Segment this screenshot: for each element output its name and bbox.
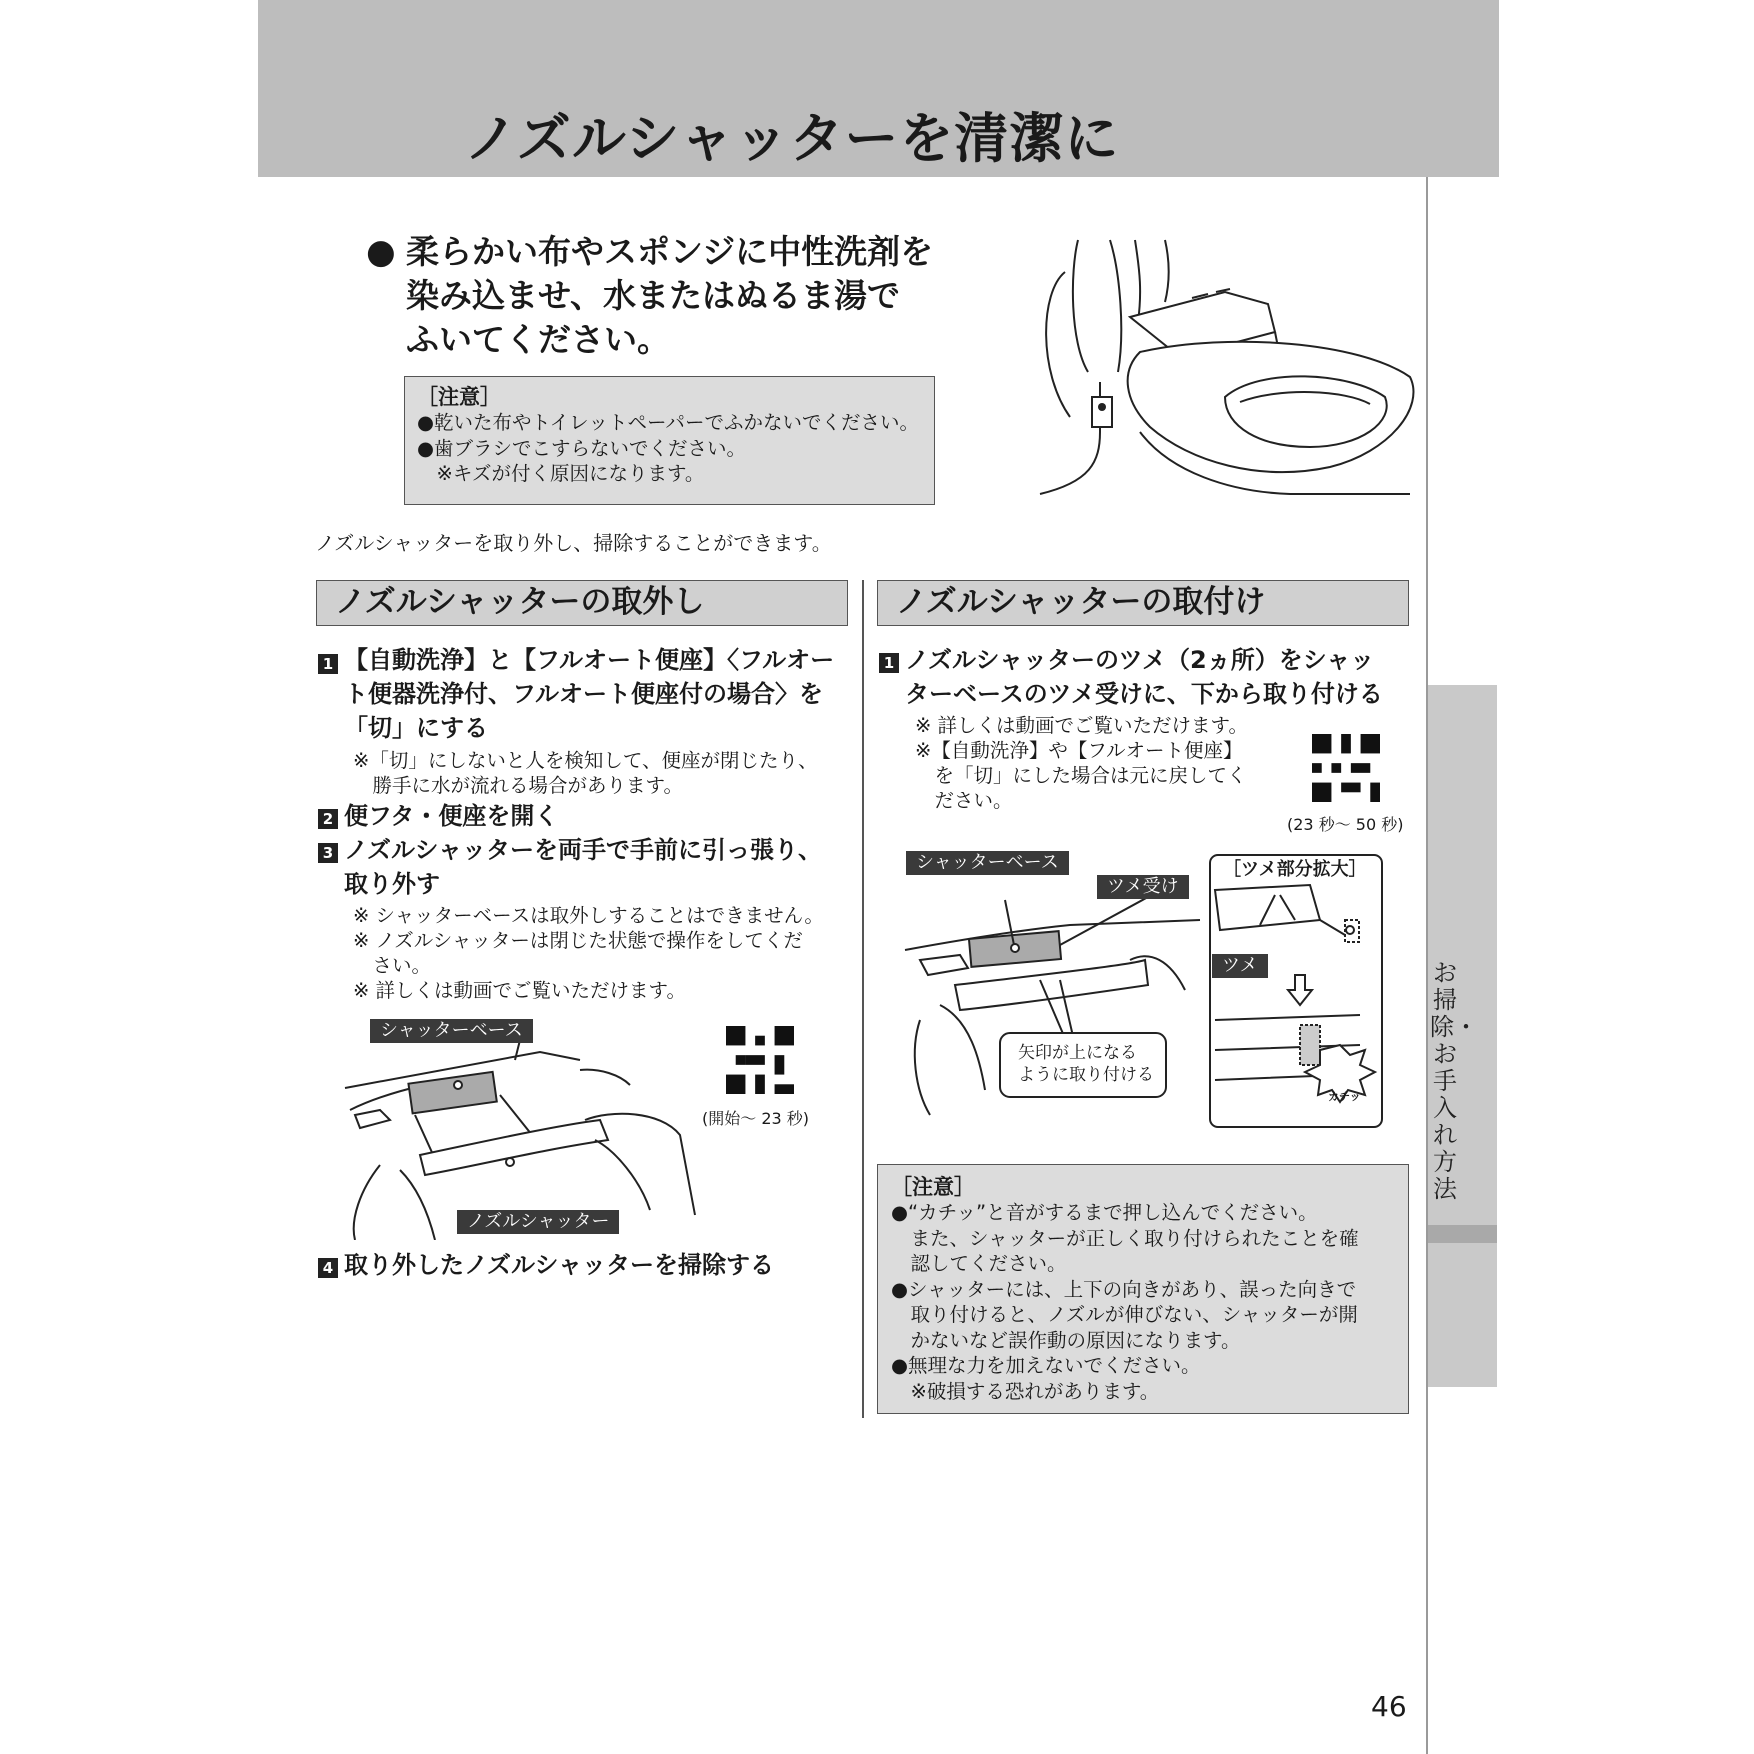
page-number: 46 — [1371, 1690, 1407, 1723]
note-line: ださい。 — [915, 789, 1013, 812]
step-line: 便フタ・便座を開く — [344, 802, 559, 830]
attach-step-1-notes — [915, 713, 1295, 813]
removal-step-2 — [344, 799, 854, 833]
caution-line: ●歯ブラシでこすらないでください。 — [417, 436, 747, 460]
step-line: 【自動洗浄】と【フルオート便座】〈フルオー — [344, 646, 835, 674]
step-number-badge: 2 — [318, 809, 338, 829]
caution-title: ［注意］ — [417, 385, 501, 409]
arrow-note-line: 矢印が上になる — [1018, 1043, 1137, 1063]
caution-line: ※破損する恐れがあります。 — [891, 1379, 1160, 1403]
chapter-tab-strip — [1428, 1225, 1497, 1243]
caution-box-attach — [877, 1164, 1409, 1414]
note-line: ※ 詳しくは動画でご覧いただけます。 — [353, 979, 686, 1002]
zoom-label: ［ツメ部分拡大］ — [1223, 859, 1367, 880]
caution-line: ●無理な力を加えないでください。 — [891, 1354, 1201, 1377]
note-line: ※ シャッターベースは取外しすることはできません。 — [353, 904, 824, 927]
column-divider — [862, 580, 864, 1418]
step-number-badge: 1 — [318, 654, 338, 674]
claw-callout: ツメ — [1212, 954, 1268, 978]
valve-knob-icon — [1098, 403, 1106, 411]
shutter-base-callout: シャッターベース — [906, 851, 1069, 875]
caution-line: ●“カチッ”と音がするまで押し込んでください。 — [891, 1201, 1318, 1224]
click-sound-label: カチッ — [1328, 1090, 1361, 1103]
page-title: ノズルシャッターを清潔に — [464, 107, 1120, 170]
intro-text: ノズルシャッターを取り外し、掃除することができます。 — [315, 531, 832, 555]
step-line: 「切」にする — [344, 714, 488, 742]
note-line: ※【自動洗浄】や【フルオート便座】 — [915, 739, 1243, 762]
removal-step-3-notes — [353, 903, 853, 1003]
qr-code-icon[interactable] — [726, 1026, 794, 1094]
arrow-note-line: ように取り付ける — [1018, 1065, 1154, 1085]
attach-heading: ノズルシャッターの取付け — [877, 580, 1409, 626]
step-line: ターベースのツメ受けに、下から取り付ける — [905, 680, 1383, 708]
note-line: 勝手に水が流れる場合があります。 — [353, 774, 683, 797]
caution-box-top — [404, 376, 935, 505]
qr-caption: (開始～ 23 秒) — [702, 1109, 810, 1128]
claw-receiver-callout: ツメ受け — [1097, 875, 1189, 899]
step-line: ノズルシャッターを両手で手前に引っ張り、 — [344, 836, 822, 864]
note-line: を「切」にした場合は元に戻してく — [915, 764, 1247, 787]
qr-caption: (23 秒～ 50 秒) — [1287, 815, 1404, 834]
lead-line: 柔らかい布やスポンジに中性洗剤を — [406, 232, 934, 271]
removal-step-1 — [344, 643, 854, 745]
lead-line: 染み込ませ、水またはぬるま湯で — [406, 276, 901, 315]
qr-code-icon[interactable] — [1312, 734, 1380, 802]
removal-step-4 — [344, 1248, 854, 1282]
lead-line: ふいてください。 — [406, 320, 670, 359]
step-number-badge: 4 — [318, 1258, 338, 1278]
step-line: 取り外す — [344, 870, 440, 898]
removal-heading: ノズルシャッターの取外し — [316, 580, 848, 626]
attach-step-1 — [905, 643, 1415, 711]
caution-line: ●シャッターには、上下の向きがあり、誤った向きで — [891, 1277, 1357, 1301]
step-number-badge: 1 — [879, 653, 899, 673]
toilet-illustration — [1030, 232, 1420, 512]
step-line: ト便器洗浄付、フルオート便座付の場合〉を — [344, 680, 824, 708]
caution-line: ※キズが付く原因になります。 — [417, 462, 705, 485]
note-line: ※「切」にしないと人を検知して、便座が閉じたり、 — [353, 749, 818, 772]
caution-line: 認してください。 — [891, 1252, 1067, 1275]
step-line: ノズルシャッターのツメ（2ヵ所）をシャッ — [905, 646, 1375, 674]
lead-text — [406, 230, 966, 362]
note-line: ※ ノズルシャッターは閉じた状態で操作をしてくだ — [353, 929, 803, 952]
shutter-base-callout: シャッターベース — [370, 1019, 533, 1043]
note-line: さい。 — [353, 954, 432, 977]
note-line: ※ 詳しくは動画でご覧いただけます。 — [915, 714, 1248, 737]
removal-step-1-notes — [353, 748, 853, 798]
caution-line: また、シャッターが正しく取り付けられたことを確 — [891, 1226, 1359, 1250]
caution-title: ［注意］ — [891, 1175, 975, 1199]
lead-bullet: ● — [366, 232, 396, 272]
step-number-badge: 3 — [318, 843, 338, 863]
nozzle-shutter-callout: ノズルシャッター — [457, 1210, 619, 1234]
arrow-note — [1018, 1042, 1154, 1086]
removal-step-3 — [344, 833, 854, 901]
caution-line: かないなど誤作動の原因になります。 — [891, 1328, 1241, 1352]
chapter-tab-label: お掃除・お手入れ方法 — [1430, 959, 1478, 1203]
caution-line: 取り付けると、ノズルが伸びない、シャッターが開 — [891, 1303, 1358, 1326]
step-line: 取り外したノズルシャッターを掃除する — [344, 1251, 774, 1279]
caution-line: ●乾いた布やトイレットペーパーでふかないでください。 — [417, 411, 919, 434]
